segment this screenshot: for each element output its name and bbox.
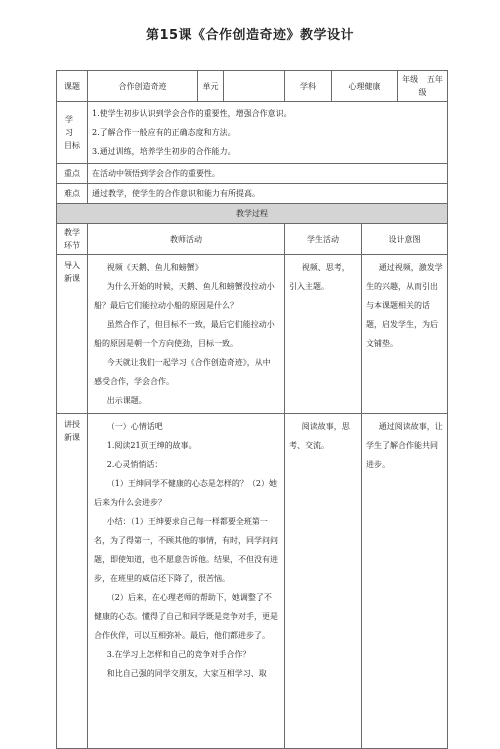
teacher-paragraph: 2.心灵悄悄话： [106, 460, 163, 469]
goal-item: 1.使学生初步认识到学会合作的重要性，增强合作意识。 [92, 109, 292, 118]
student-activity: 阅读故事，思考、交流。 [289, 422, 350, 450]
grade-value: 五年级 [418, 75, 443, 97]
teacher-paragraph: 为什么开始的时候，天鹅、鱼儿和螃蟹没拉动小船？最后它们能拉动小船的原因是什么？ [94, 282, 275, 310]
difficulty-label: 难点 [57, 184, 88, 204]
goals-label-line2: 目标 [64, 141, 80, 150]
document-title: 第15课《合作创造奇迹》教学设计 [145, 28, 355, 43]
teacher-paragraph: 和比自己强的同学交朋友，大家互相学习、取 [106, 669, 267, 678]
column-header-row [57, 224, 448, 255]
process-header: 教学过程 [57, 204, 448, 224]
student-activity: 视频、思考，引入主题。 [289, 263, 350, 291]
unit-value [224, 71, 285, 102]
teacher-paragraph: （2）后来，在心理老师的帮助下，她调整了不健康的心态。懂得了自己和同学既是竞争对手，更是合作伙伴，可以互相弥补。最后，他们都进步了。 [94, 593, 278, 640]
difficulty-row [57, 184, 448, 204]
stage-cell: 讲授新课 [57, 414, 88, 749]
key-point-label: 重点 [57, 164, 88, 184]
topic-label: 课题 [57, 71, 88, 102]
grade-cell [398, 71, 448, 102]
teacher-paragraph: 虽然合作了，但目标不一致，最后它们能拉动小船的原因是朝一个方向使劲，目标一致。 [94, 320, 275, 348]
goal-item: 2.了解合作一般应有的正确态度和方法。 [92, 128, 236, 137]
lesson-plan-table [56, 70, 448, 749]
teacher-paragraph: 视频《天鹅、鱼儿和螃蟹》 [106, 263, 203, 272]
stage-cell: 导入新课 [57, 255, 88, 414]
key-point-row [57, 164, 448, 184]
table-row [57, 414, 448, 749]
teacher-paragraph: 3.在学习上怎样和自己的竞争对手合作？ [106, 650, 251, 659]
design-intent-cell [362, 255, 448, 414]
subject-label: 学科 [285, 71, 332, 102]
info-row [57, 71, 448, 102]
goal-item: 3.通过训练，培养学生初步的合作能力。 [92, 147, 236, 156]
goals-label [57, 102, 88, 164]
teacher-paragraph: 小结：（1）王绅要求自己每一样都要全班第一名，为了得第一，不顾其他的事情，有时，同学问问题，即使知道，也不愿意告诉他。结果，不但没有进步，在班里的威信还下降了，很苦恼。 [94, 517, 278, 583]
design-intent: 通过阅读故事，让学生了解合作能共同进步。 [366, 422, 443, 469]
col-stage: 教学环节 [57, 224, 88, 255]
grade-label: 年级 [402, 75, 419, 84]
table-row [57, 255, 448, 414]
key-point-value: 在活动中领悟到学会合作的重要性。 [88, 164, 448, 184]
subject-value: 心理健康 [332, 71, 398, 102]
teacher-paragraph: 1.阅读21页王绅的故事。 [106, 441, 197, 450]
teacher-paragraph: （1）王绅同学不健康的心态是怎样的？（2）她后来为什么会进步？ [94, 479, 277, 507]
teacher-paragraph: （一）心情话吧 [106, 422, 163, 431]
teacher-paragraph: 今天就让我们一起学习《合作创造奇迹》，从中感受合作，学会合作。 [94, 358, 271, 386]
student-activity-cell [285, 414, 362, 749]
teacher-activity-cell [88, 255, 285, 414]
process-header-row [57, 204, 448, 224]
design-intent: 通过视频，激发学生的兴趣，从而引出与本课题相关的话题，启发学生，为后文铺垫。 [366, 263, 443, 348]
unit-label: 单元 [198, 71, 224, 102]
goals-content [88, 102, 448, 164]
teacher-paragraph: 出示课题。 [106, 396, 147, 405]
goals-label-line1: 学 习 [65, 115, 79, 137]
col-student: 学生活动 [285, 224, 362, 255]
student-activity-cell [285, 255, 362, 414]
topic-value: 合作创造奇迹 [88, 71, 198, 102]
col-intent: 设计意图 [362, 224, 448, 255]
goals-row [57, 102, 448, 164]
col-teacher: 教师活动 [88, 224, 285, 255]
design-intent-cell [362, 414, 448, 749]
teacher-activity-cell [88, 414, 285, 749]
difficulty-value: 通过教学，使学生的合作意识和能力有所提高。 [88, 184, 448, 204]
